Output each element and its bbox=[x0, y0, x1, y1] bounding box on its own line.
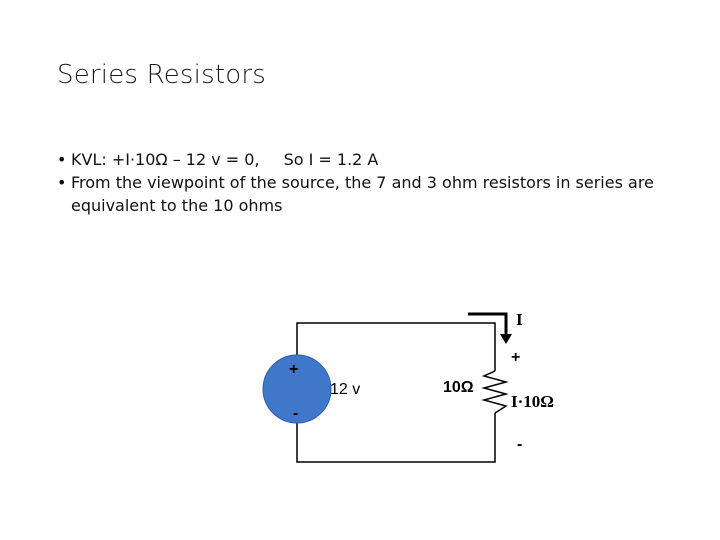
equivalence-text: From the viewpoint of the source, the 7 and 3 ohm resistors in series are equivalent to the 10 ohms bbox=[71, 173, 654, 215]
current-result: So I = 1.2 A bbox=[283, 150, 379, 169]
current-label: I bbox=[516, 310, 523, 329]
top-wire bbox=[297, 323, 495, 371]
source-value-label: 12 v bbox=[330, 381, 361, 398]
source-minus-sign: - bbox=[293, 405, 299, 422]
current-arrow-icon bbox=[468, 314, 506, 336]
voltage-drop-label: I·10Ω bbox=[511, 392, 554, 411]
resistor-zigzag bbox=[484, 371, 506, 413]
bullet-marker: • bbox=[57, 150, 67, 169]
kvl-equation: KVL: +I·10Ω – 12 v = 0, bbox=[71, 150, 260, 169]
source-plus-sign: + bbox=[289, 361, 299, 378]
resistor-plus-sign: + bbox=[511, 349, 521, 366]
bullet-marker: • bbox=[57, 173, 67, 192]
slide-title: Series Resistors bbox=[57, 60, 266, 90]
current-arrowhead-icon bbox=[500, 334, 512, 344]
resistor-minus-sign: - bbox=[517, 436, 523, 453]
bottom-wire bbox=[297, 412, 495, 462]
resistor-label: 10Ω bbox=[443, 379, 474, 396]
